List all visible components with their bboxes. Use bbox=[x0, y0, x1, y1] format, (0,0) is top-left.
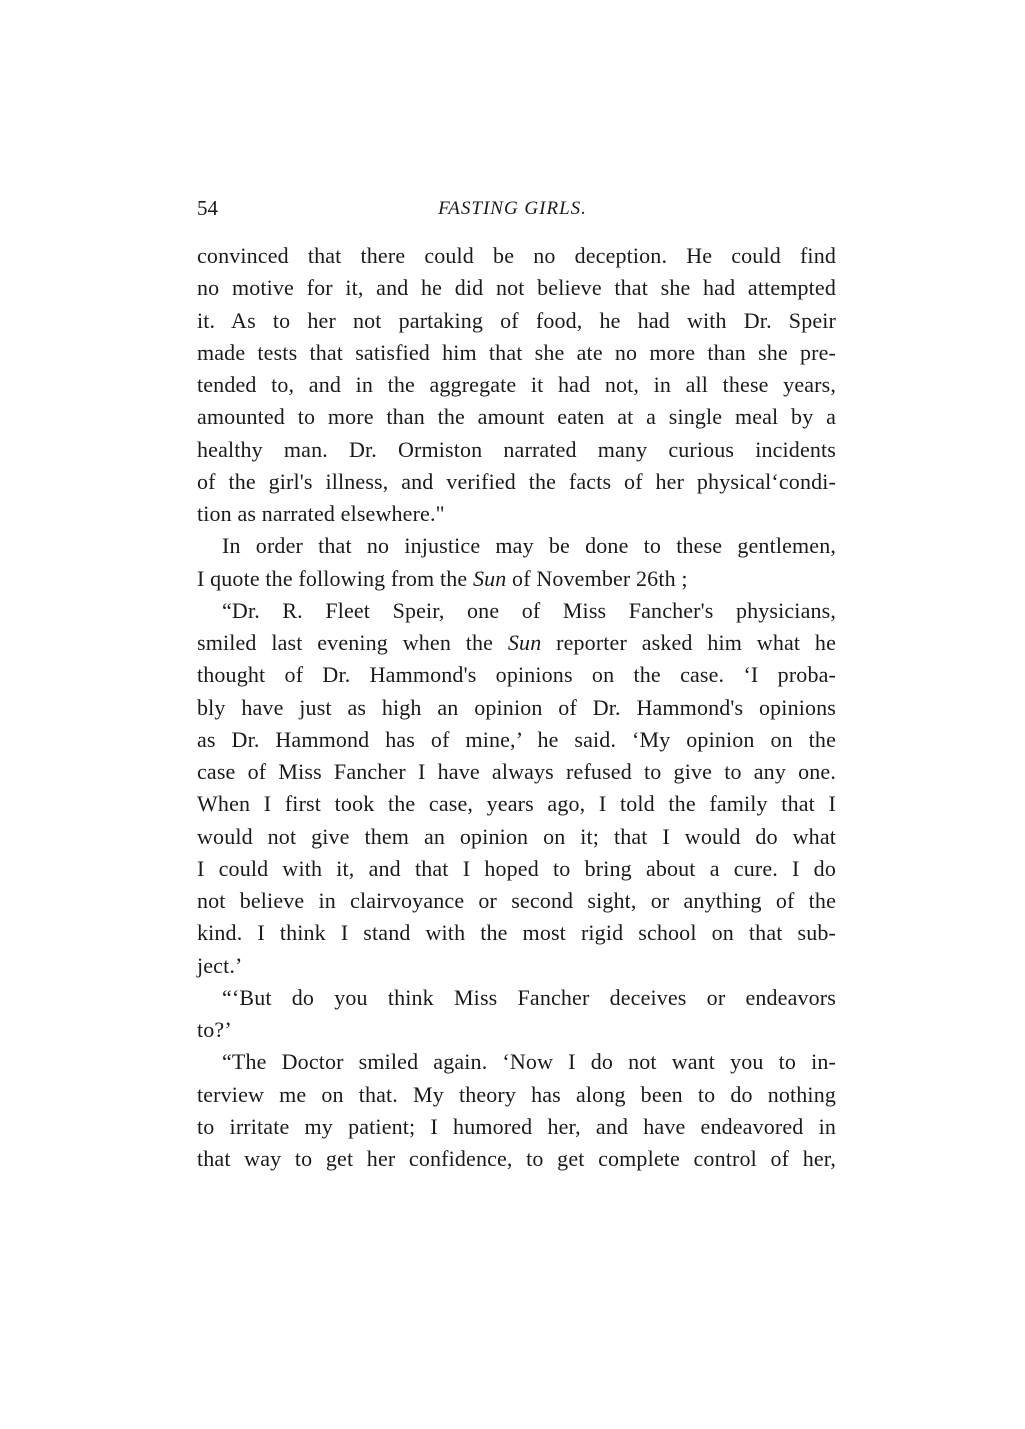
text-line bbox=[197, 885, 836, 917]
text-segment: amounted to more than the amount eaten at a single meal by a bbox=[197, 404, 836, 430]
text-line bbox=[197, 1111, 836, 1143]
text-segment: I could with it, and that I hoped to bring about a cure. I do bbox=[197, 855, 836, 881]
text-segment: would not give them an opinion on it; that I would do what bbox=[197, 823, 836, 849]
text-segment: to irritate my patient; I humored her, and have endeavored in bbox=[197, 1113, 836, 1139]
text-line bbox=[197, 756, 836, 788]
text-segment: healthy man. Dr. Ormiston narrated many curious incidents bbox=[197, 436, 836, 462]
text-segment: to?’ bbox=[197, 1017, 232, 1042]
text-segment: I quote the following from the bbox=[197, 565, 473, 591]
text-segment: “The Doctor smiled again. ‘Now I do not want you to in- bbox=[222, 1049, 836, 1075]
text-segment: of the girl's illness, and verified the facts of her physical‘condi- bbox=[197, 468, 836, 494]
text-segment: bly have just as high an opinion of Dr. Hammond's opinions bbox=[197, 694, 836, 720]
text-segment: In order that no injustice may be done to these gentlemen, bbox=[222, 533, 836, 559]
text-line bbox=[197, 240, 836, 272]
text-line bbox=[197, 305, 836, 337]
text-line bbox=[197, 821, 836, 853]
text-line bbox=[197, 950, 836, 982]
text-segment: terview me on that. My theory has along been to do nothing bbox=[197, 1081, 836, 1107]
text-line bbox=[197, 595, 836, 627]
text-segment: not believe in clairvoyance or second sight, or anything of the bbox=[197, 888, 836, 913]
text-line bbox=[197, 498, 836, 530]
text-segment: smiled last evening when the bbox=[197, 630, 508, 655]
text-line bbox=[197, 724, 836, 756]
text-segment: as Dr. Hammond has of mine,’ he said. ‘My opinion on the bbox=[197, 726, 836, 752]
italic-text: Sun bbox=[472, 565, 507, 591]
text-segment: kind. I think I stand with the most rigid school on that sub- bbox=[197, 920, 836, 946]
text-line bbox=[197, 563, 836, 595]
text-line bbox=[197, 627, 836, 659]
text-segment: ject.’ bbox=[197, 952, 243, 978]
text-segment: it. As to her not partaking of food, he had with Dr. Speir bbox=[197, 307, 836, 333]
text-line bbox=[197, 853, 836, 885]
text-line bbox=[197, 982, 836, 1014]
text-segment: “Dr. R. Fleet Speir, one of Miss Fancher's physicians, bbox=[222, 597, 836, 623]
text-line bbox=[197, 434, 836, 466]
text-line bbox=[197, 1046, 836, 1078]
text-segment: of November 26th ; bbox=[506, 565, 688, 591]
text-line bbox=[197, 1014, 836, 1046]
text-line bbox=[197, 1143, 836, 1175]
text-line bbox=[197, 917, 836, 949]
text-segment: made tests that satisfied him that she ate no more than she pre- bbox=[197, 339, 836, 365]
italic-text: Sun bbox=[507, 630, 542, 655]
text-segment: When I first took the case, years ago, I told the family that I bbox=[197, 791, 836, 817]
text-segment: no motive for it, and he did not believe that she had attempted bbox=[197, 275, 836, 301]
text-segment: case of Miss Fancher I have always refused to give to any one. bbox=[197, 759, 836, 784]
text-segment: convinced that there could be no deception. He could find bbox=[197, 243, 836, 268]
page-number: 54 bbox=[197, 196, 218, 220]
text-line bbox=[197, 530, 836, 562]
text-line bbox=[197, 788, 836, 820]
text-line bbox=[197, 272, 836, 304]
running-title: FASTING GIRLS. bbox=[438, 198, 587, 219]
text-segment: tion as narrated elsewhere." bbox=[197, 501, 445, 526]
text-segment: that way to get her confidence, to get complete control of her, bbox=[197, 1146, 836, 1171]
text-segment: tended to, and in the aggregate it had not, in all these years, bbox=[197, 372, 836, 397]
text-line bbox=[197, 369, 836, 401]
text-segment: thought of Dr. Hammond's opinions on the case. ‘I proba- bbox=[197, 662, 836, 688]
text-line bbox=[197, 1079, 836, 1111]
body-text bbox=[197, 240, 836, 1175]
text-line bbox=[197, 659, 836, 691]
text-segment: “‘But do you think Miss Fancher deceives or endeavors bbox=[222, 984, 836, 1010]
text-line bbox=[197, 692, 836, 724]
text-segment: reporter asked him what he bbox=[541, 630, 836, 655]
text-line bbox=[197, 337, 836, 369]
text-line bbox=[197, 466, 836, 498]
text-line bbox=[197, 401, 836, 433]
